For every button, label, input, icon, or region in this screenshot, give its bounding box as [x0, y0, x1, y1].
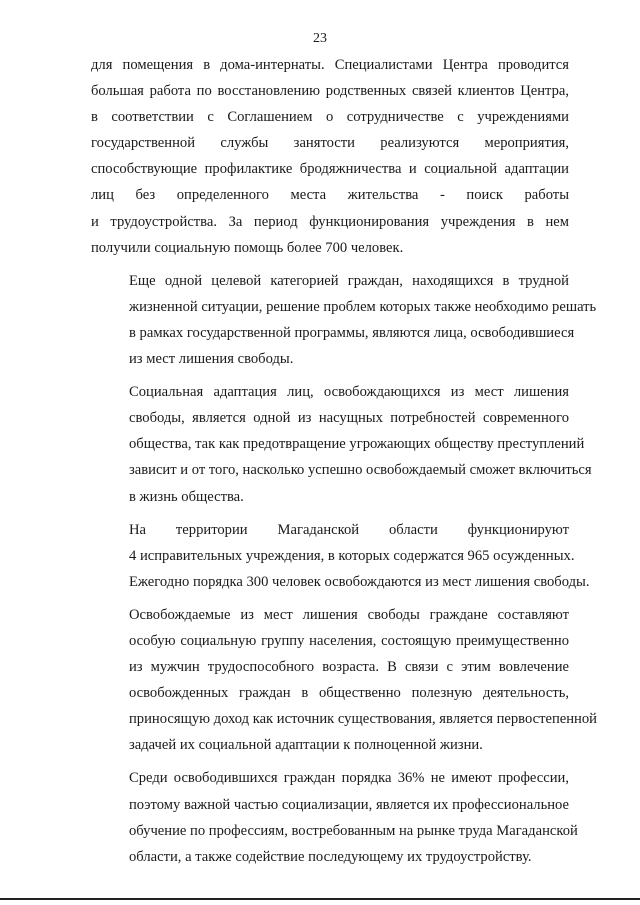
text-line: На территории Магаданской области функционируют — [129, 521, 569, 538]
paragraph — [91, 268, 597, 372]
text-line: большая работа по восстановлению родственных связей клиентов Центра, — [91, 83, 569, 100]
text-line: получили социальную помощь более 700 человек. — [91, 239, 404, 256]
text-line: задачей их социальной адаптации к полноценной жизни. — [129, 737, 483, 754]
text-line: приносящую доход как источник существования, является первостепенной — [129, 711, 597, 728]
paragraph — [91, 52, 569, 261]
paragraph — [91, 517, 590, 595]
text-line: Освобождаемые из мест лишения свободы граждане составляют — [129, 606, 569, 623]
text-line: для помещения в дома-интернаты. Специалистами Центра проводится — [91, 57, 569, 73]
page-number: 23 — [313, 31, 327, 46]
text-line: способствующие профилактике бродяжничества и социальной адаптации — [91, 161, 569, 178]
paragraph — [91, 765, 578, 869]
text-line: общества, так как предотвращение угрожающих обществу преступлений — [129, 436, 585, 453]
text-line: зависит и от того, насколько успешно освобождаемый сможет включиться — [129, 462, 592, 479]
text-line: обучение по профессиям, востребованным на рынке труда Магаданской — [129, 822, 578, 839]
text-line: в рамках государственной программы, являются лица, освободившиеся — [129, 324, 575, 341]
text-line: особую социальную группу населения, состоящую преимущественно — [129, 632, 569, 649]
text-line: и трудоустройства. За период функционирования учреждения в нем — [91, 213, 569, 230]
text-line: свободы, является одной из насущных потребностей современного — [129, 410, 569, 427]
text-line: области, а также содействие последующему их трудоустройству. — [129, 848, 532, 865]
page-bottom-border — [0, 898, 640, 900]
text-line: из мужчин трудоспособного возраста. В связи с этим вовлечение — [129, 659, 569, 676]
text-line: из мест лишения свободы. — [129, 351, 294, 368]
paragraph — [91, 602, 597, 759]
text-line: Еще одной целевой категорией граждан, находящихся в трудной — [129, 272, 569, 289]
text-line: поэтому важной частью социализации, является их профессиональное — [129, 796, 569, 813]
text-line: Социальная адаптация лиц, освобождающихся из мест лишения — [129, 384, 569, 401]
text-line: Ежегодно порядка 300 человек освобождаются из мест лишения свободы. — [129, 573, 590, 590]
text-line: освобожденных граждан в общественно полезную деятельность, — [129, 685, 569, 702]
paragraph — [91, 379, 592, 509]
text-line: 4 исправительных учреждения, в которых содержатся 965 осужденных. — [129, 547, 575, 564]
text-line: в соответствии с Соглашением о сотрудничестве с учреждениями — [91, 109, 569, 126]
text-line: лиц без определенного места жительства - поиск работы — [91, 187, 569, 204]
text-line: в жизнь общества. — [129, 488, 244, 505]
text-line: государственной службы занятости реализуются мероприятия, — [91, 135, 569, 152]
document-body — [91, 52, 597, 870]
text-line: жизненной ситуации, решение проблем которых также необходимо решать — [129, 298, 597, 315]
text-line: Среди освободившихся граждан порядка 36% не имеют профессии, — [129, 770, 569, 787]
